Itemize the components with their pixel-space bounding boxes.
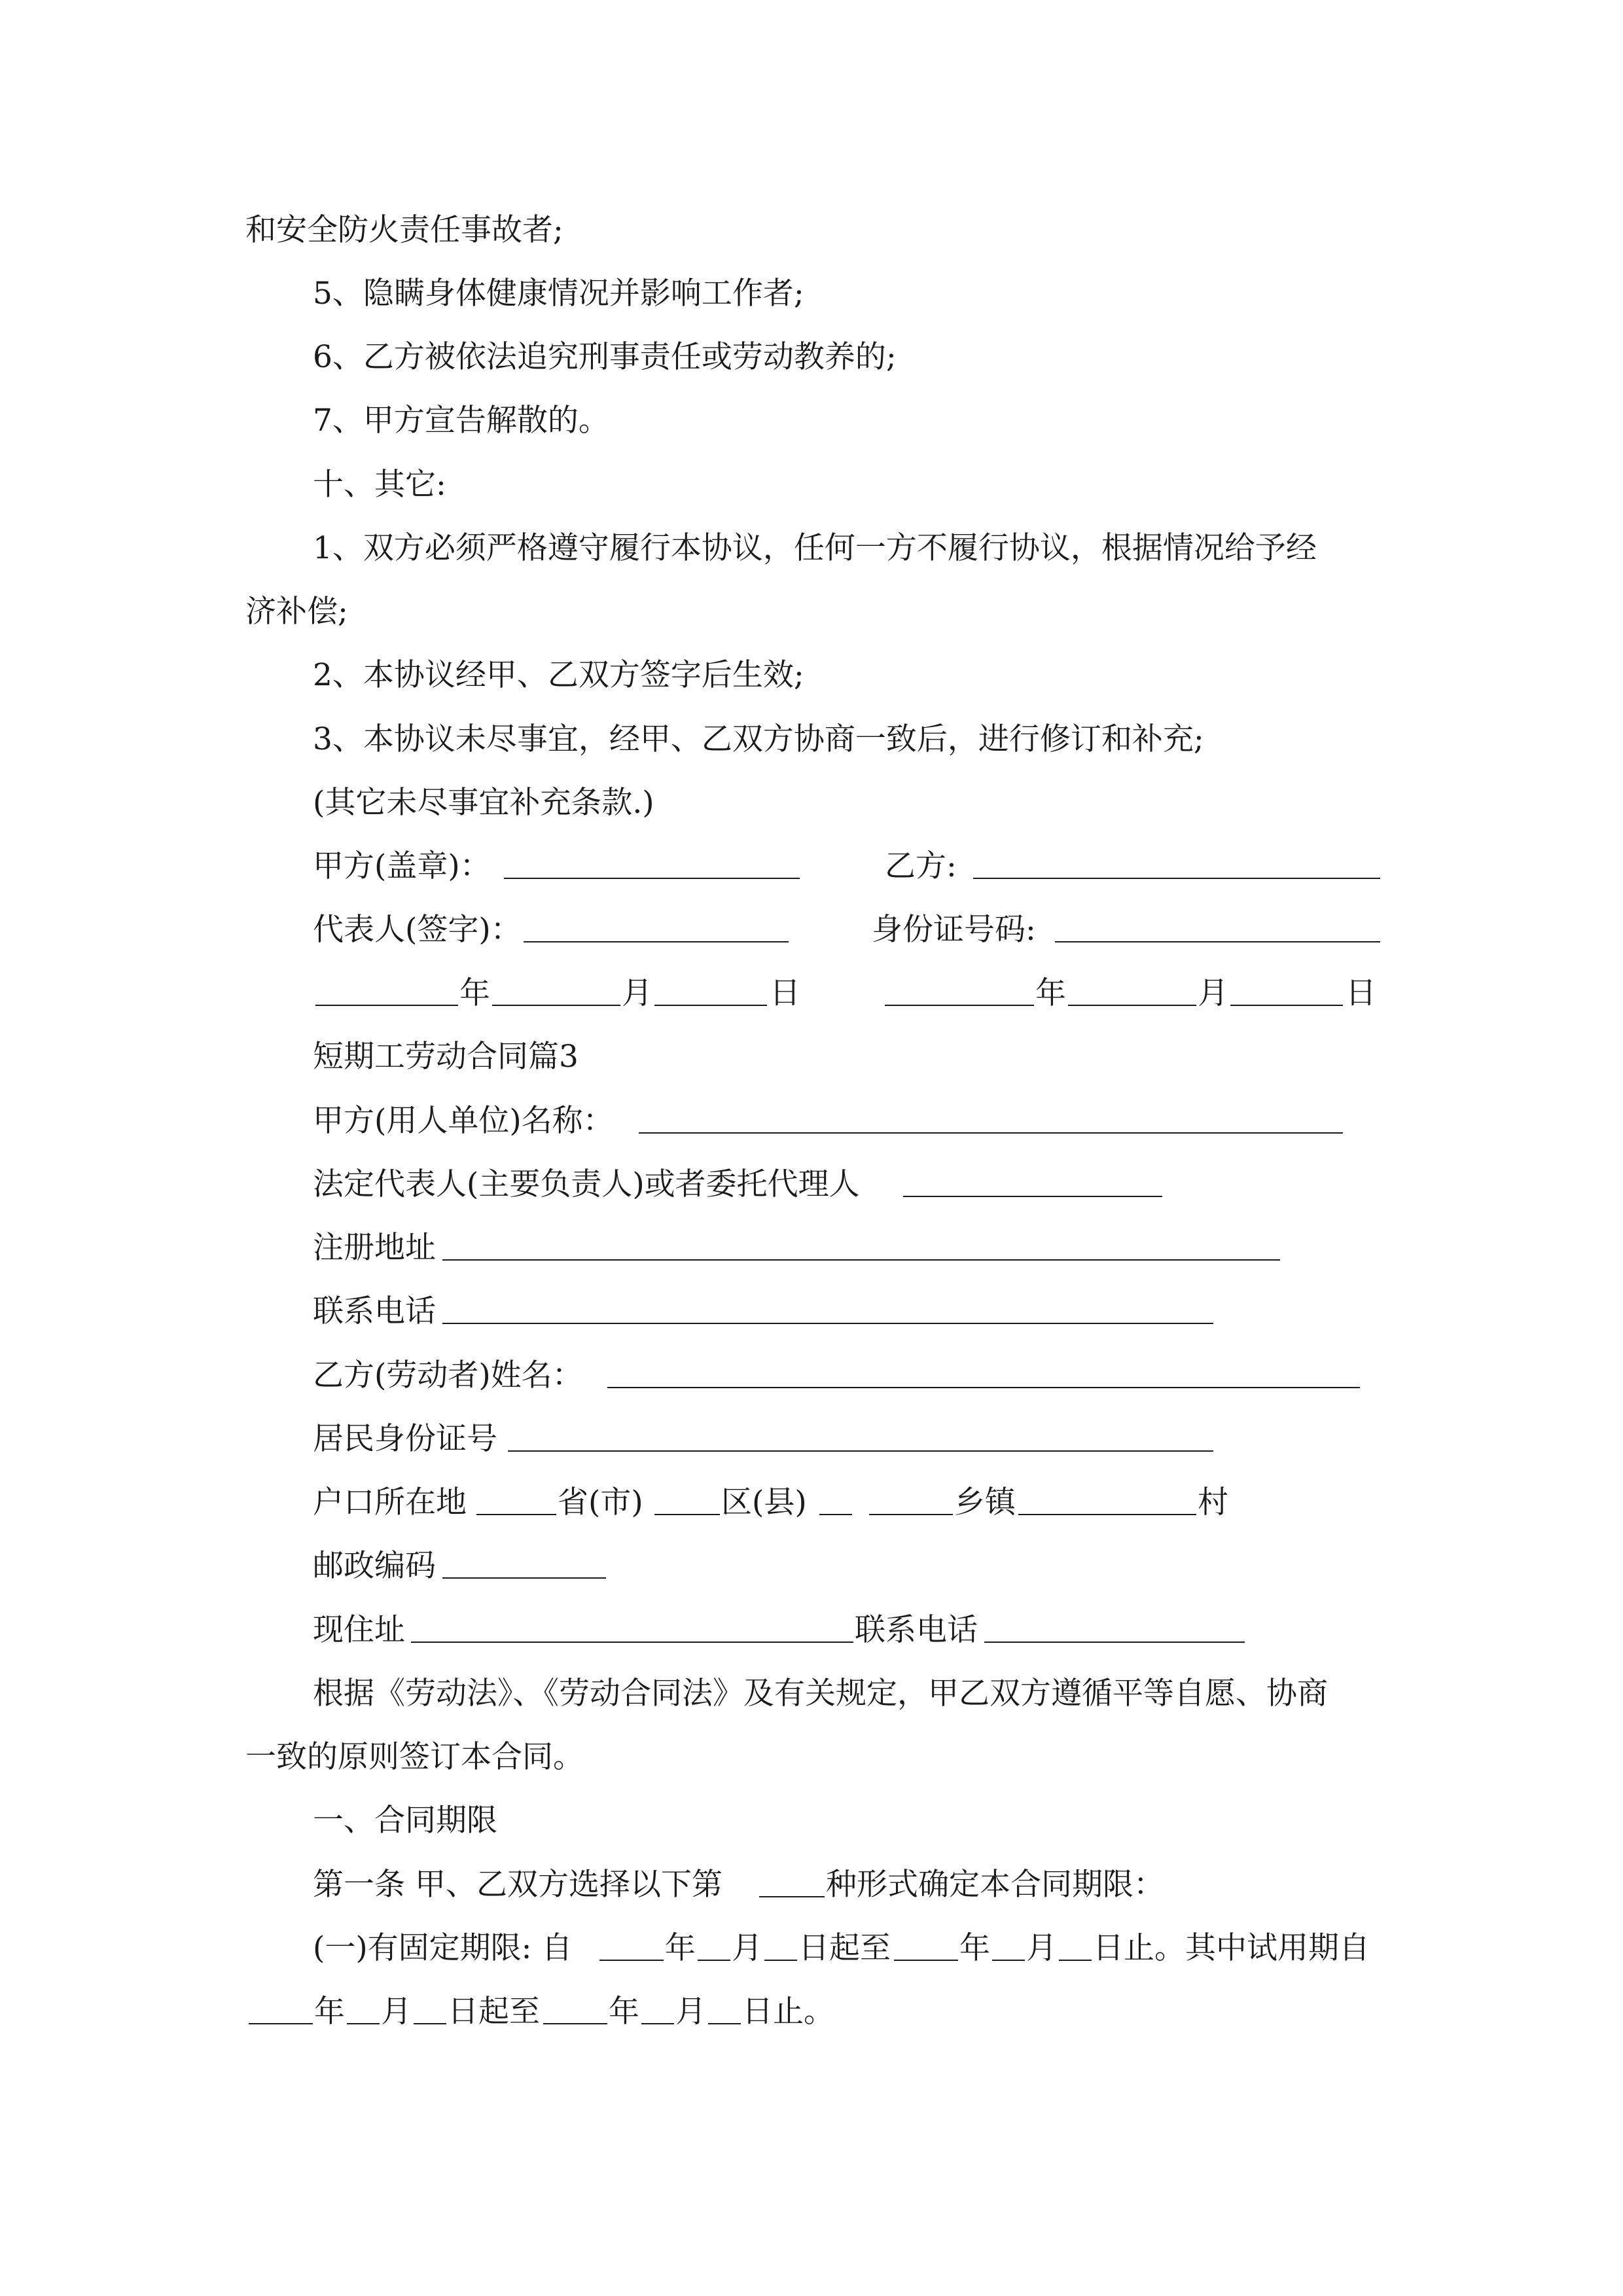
- date-a-day-blank: [654, 1005, 767, 1006]
- district-blank-2: [819, 1514, 852, 1515]
- reg-address-label: 注册地址: [313, 1230, 436, 1266]
- prob-from-year-label: 年: [314, 1994, 345, 2030]
- contact-phone-label: 联系电话: [313, 1293, 436, 1329]
- date-a-year-blank: [315, 1005, 458, 1006]
- date-b-year-label: 年: [1035, 975, 1066, 1011]
- date-b-day-label: 日: [1346, 975, 1376, 1011]
- from-year-label: 年: [665, 1930, 696, 1966]
- prob-to-day-blank: [708, 2023, 741, 2024]
- postal-code-label: 邮政编码: [313, 1548, 436, 1584]
- prob-from-month-label: 月: [381, 1994, 412, 2030]
- intro-paragraph: 根据《劳动法》、《劳动合同法》及有关规定，甲乙双方遵循平等自愿、协商: [313, 1676, 1328, 1712]
- rep-sign-blank: [524, 941, 789, 942]
- rep-sign-label: 代表人(签字)：: [313, 912, 522, 948]
- resident-id-label: 居民身份证号: [313, 1421, 497, 1457]
- from-day-label: 日起至: [798, 1930, 891, 1966]
- intro-paragraph-cont: 一致的原则签订本合同。: [245, 1739, 584, 1775]
- from-day-blank: [764, 1960, 797, 1961]
- province-label: 省(市): [558, 1484, 643, 1520]
- to-month-blank: [992, 1960, 1025, 1961]
- other-clause-1-cont: 济补偿;: [245, 594, 348, 630]
- prob-from-day-blank: [414, 2023, 446, 2024]
- legal-rep-blank: [903, 1196, 1162, 1197]
- party-b-blank: [973, 878, 1380, 879]
- party-b-label: 乙方:: [885, 848, 957, 884]
- from-year-blank: [599, 1960, 664, 1961]
- district-label: 区(县): [721, 1484, 807, 1520]
- prob-to-year-label: 年: [609, 1994, 639, 2030]
- date-b-month-label: 月: [1198, 975, 1228, 1011]
- prob-to-day-label: 日止。: [742, 1994, 834, 2030]
- prob-from-month-blank: [347, 2023, 380, 2024]
- village-blank: [1018, 1514, 1196, 1515]
- section-heading-other: 十、其它:: [313, 467, 446, 503]
- employee-name-label: 乙方(劳动者)姓名：: [313, 1357, 583, 1393]
- clause-7: 7、甲方宣告解散的。: [313, 403, 609, 439]
- prob-from-year-blank: [249, 2023, 313, 2024]
- date-a-month-blank: [492, 1005, 620, 1006]
- supplementary-note: (其它未尽事宜补充条款.): [313, 785, 654, 821]
- other-clause-1: 1、双方必须严格遵守履行本协议，任何一方不履行协议，根据情况给予经: [313, 530, 1317, 566]
- id-number-blank: [1055, 941, 1380, 942]
- other-clause-3: 3、本协议未尽事宜，经甲、乙双方协商一致后，进行修订和补充;: [313, 721, 1204, 757]
- prob-to-year-blank: [543, 2023, 607, 2024]
- date-a-year-label: 年: [459, 975, 490, 1011]
- section-heading-term: 一、合同期限: [313, 1803, 497, 1839]
- township-label: 乡镇: [954, 1484, 1016, 1520]
- date-b-month-blank: [1068, 1005, 1196, 1006]
- contact-phone2-label: 联系电话: [855, 1612, 978, 1648]
- reg-address-blank: [442, 1259, 1280, 1261]
- date-a-day-label: 日: [770, 975, 800, 1011]
- to-day-blank: [1059, 1960, 1092, 1961]
- village-label: 村: [1198, 1484, 1228, 1520]
- district-blank: [654, 1514, 720, 1515]
- to-month-label: 月: [1026, 1930, 1057, 1966]
- prob-to-month-label: 月: [675, 1994, 706, 2030]
- article-1-text-cont: 种形式确定本合同期限：: [826, 1867, 1164, 1903]
- date-b-year-blank: [885, 1005, 1034, 1006]
- current-address-label: 现住址: [313, 1612, 405, 1648]
- date-a-month-label: 月: [622, 975, 652, 1011]
- to-year-blank: [894, 1960, 958, 1961]
- date-b-day-blank: [1230, 1005, 1343, 1006]
- to-year-label: 年: [959, 1930, 990, 1966]
- from-month-label: 月: [732, 1930, 762, 1966]
- contact-phone-blank: [442, 1323, 1213, 1324]
- prob-from-day-label: 日起至: [448, 1994, 540, 2030]
- current-address-blank: [411, 1641, 853, 1643]
- article-1-choice-blank: [759, 1896, 825, 1897]
- township-blank: [869, 1514, 953, 1515]
- contact-phone2-blank: [984, 1641, 1245, 1643]
- contract-title: 短期工劳动合同篇3: [313, 1039, 579, 1075]
- other-clause-2: 2、本协议经甲、乙双方签字后生效;: [313, 657, 804, 693]
- hukou-label: 户口所在地: [313, 1484, 467, 1520]
- employee-name-blank: [607, 1387, 1360, 1388]
- from-month-blank: [698, 1960, 730, 1961]
- fixed-term-label: (一)有固定期限: 自: [313, 1930, 573, 1966]
- legal-rep-label: 法定代表人(主要负责人)或者委托代理人: [313, 1166, 860, 1202]
- clause-6: 6、乙方被依法追究刑事责任或劳动教养的;: [313, 339, 897, 375]
- to-day-label: 日止。其中试用期自: [1093, 1930, 1370, 1966]
- employer-name-label: 甲方(用人单位)名称：: [313, 1103, 614, 1139]
- party-a-seal-label: 甲方(盖章)：: [313, 848, 491, 884]
- article-1-text: 第一条 甲、乙双方选择以下第: [313, 1867, 722, 1903]
- clause-5: 5、隐瞒身体健康情况并影响工作者;: [313, 276, 804, 312]
- paragraph: 和安全防火责任事故者;: [245, 212, 563, 248]
- postal-code-blank: [442, 1577, 606, 1579]
- employer-name-blank: [639, 1132, 1343, 1134]
- party-a-seal-blank: [504, 878, 800, 879]
- prob-to-month-blank: [641, 2023, 674, 2024]
- province-blank: [476, 1514, 556, 1515]
- resident-id-blank: [508, 1450, 1213, 1452]
- id-number-label: 身份证号码:: [872, 912, 1036, 948]
